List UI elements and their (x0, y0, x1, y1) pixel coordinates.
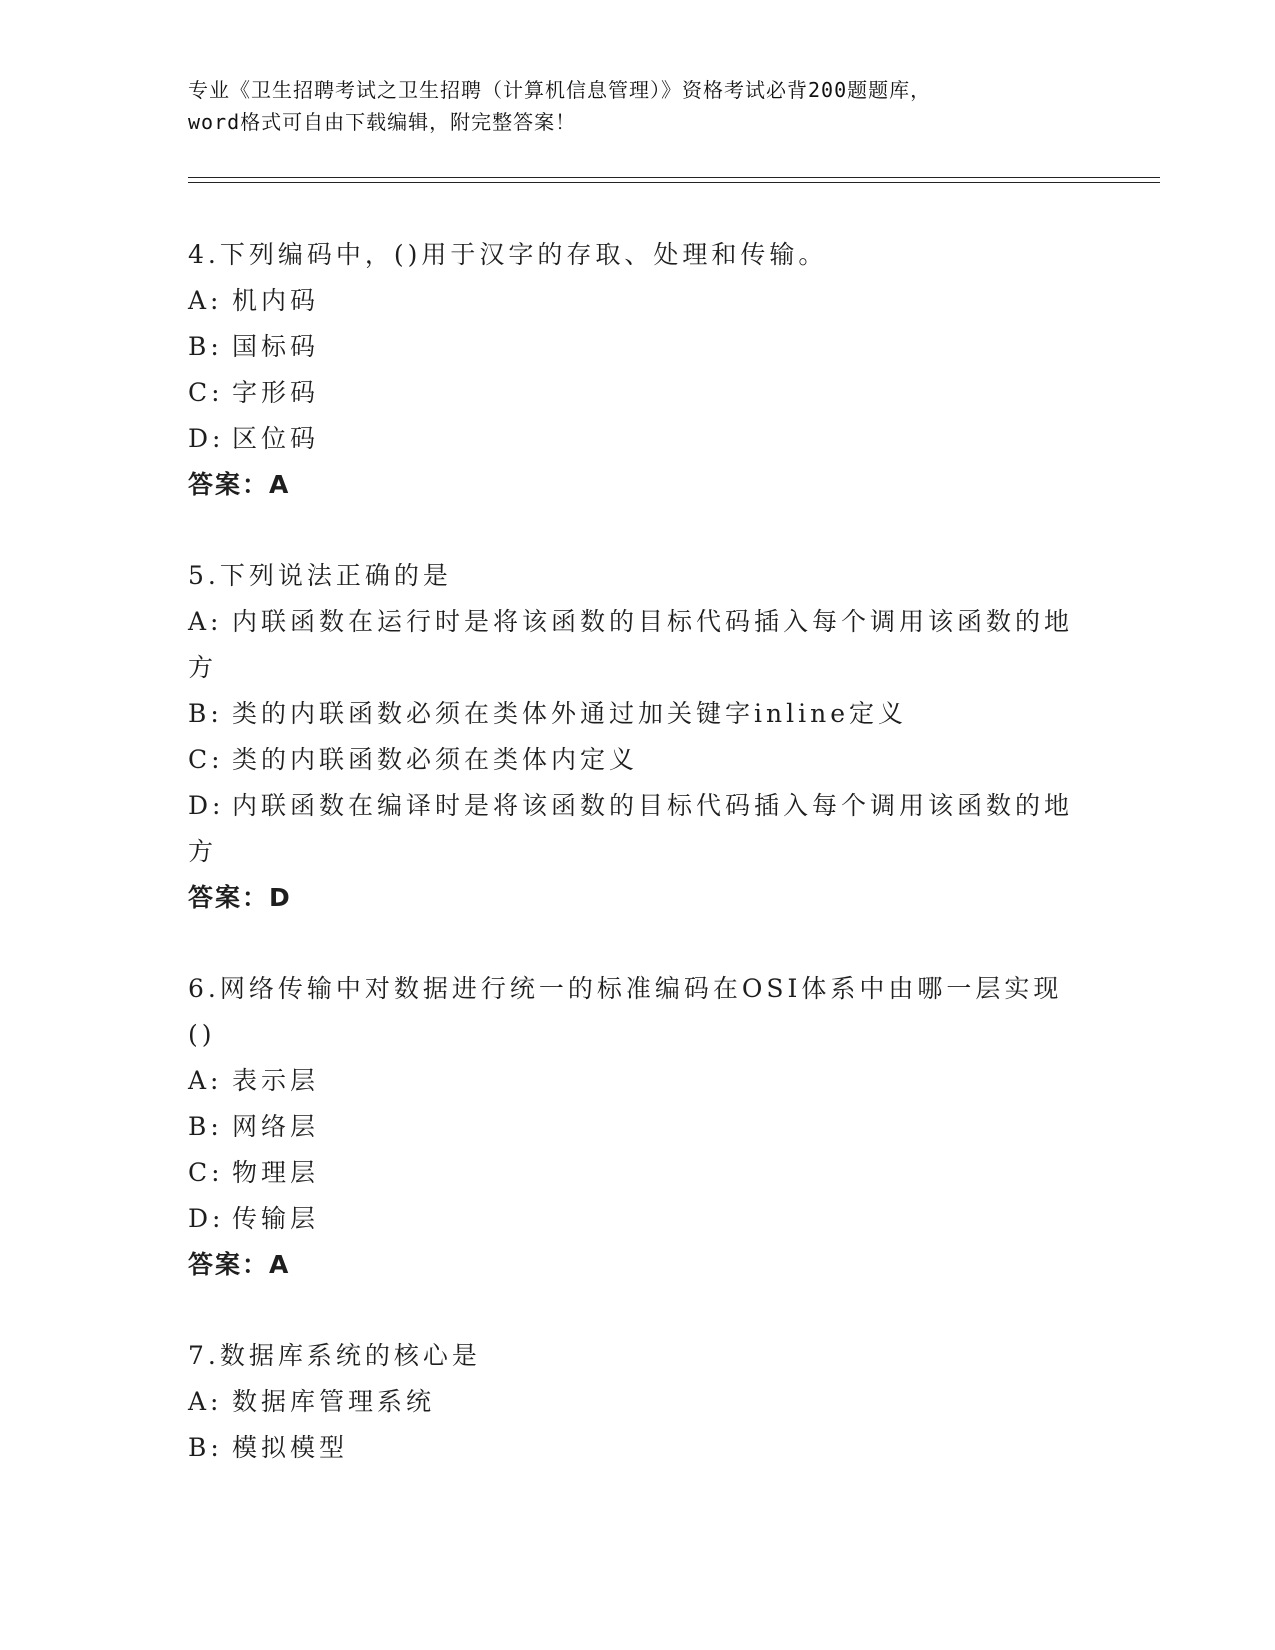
option-text: 机内码 (232, 286, 320, 315)
option-c (188, 1150, 1078, 1196)
option-a (188, 599, 1078, 691)
answer-line: 答案：A (188, 470, 291, 499)
option-c (188, 370, 1078, 416)
option-b (188, 691, 1078, 737)
header-divider-top (188, 177, 1160, 178)
document-header (188, 74, 1088, 138)
option-b (188, 1104, 1078, 1150)
question-list (188, 232, 1078, 1471)
option-text: 类的内联函数必须在类体外通过加关键字inline定义 (232, 699, 907, 728)
option-text: 内联函数在运行时是将该函数的目标代码插入每个调用该函数的地方 (188, 607, 1074, 682)
option-letter: D: (188, 791, 225, 820)
option-letter: A: (188, 1387, 223, 1416)
option-letter: C: (188, 1158, 224, 1187)
option-letter: B: (188, 332, 223, 361)
option-text: 表示层 (232, 1066, 320, 1095)
option-text: 类的内联函数必须在类体内定义 (232, 745, 639, 774)
question-stem: 4.下列编码中，()用于汉字的存取、处理和传输。 (188, 240, 828, 269)
question-stem: 6.网络传输中对数据进行统一的标准编码在OSI体系中由哪一层实现() (188, 974, 1063, 1049)
option-d (188, 1196, 1078, 1242)
option-text: 网络层 (232, 1112, 320, 1141)
question-item (188, 966, 1078, 1288)
question-item (188, 553, 1078, 921)
option-text: 国标码 (232, 332, 320, 361)
option-text: 物理层 (232, 1158, 320, 1187)
option-letter: D: (188, 424, 225, 453)
question-stem: 5.下列说法正确的是 (188, 561, 452, 590)
option-b (188, 1425, 1078, 1471)
option-text: 传输层 (232, 1204, 320, 1233)
option-a (188, 278, 1078, 324)
answer-line: 答案：D (188, 883, 292, 912)
option-c (188, 737, 1078, 783)
header-line-1: 专业《卫生招聘考试之卫生招聘（计算机信息管理）》资格考试必背200题题库， (188, 78, 932, 102)
option-text: 内联函数在编译时是将该函数的目标代码插入每个调用该函数的地方 (188, 791, 1074, 866)
option-letter: B: (188, 699, 223, 728)
option-letter: C: (188, 745, 224, 774)
option-letter: D: (188, 1204, 225, 1233)
option-letter: C: (188, 378, 224, 407)
option-text: 字形码 (232, 378, 320, 407)
option-d (188, 783, 1078, 875)
option-letter: A: (188, 607, 223, 636)
option-text: 模拟模型 (232, 1433, 349, 1462)
option-text: 区位码 (232, 424, 320, 453)
option-a (188, 1379, 1078, 1425)
option-letter: A: (188, 1066, 223, 1095)
option-letter: A: (188, 286, 223, 315)
answer-line: 答案：A (188, 1250, 291, 1279)
option-letter: B: (188, 1112, 223, 1141)
option-d (188, 416, 1078, 462)
option-text: 数据库管理系统 (232, 1387, 436, 1416)
question-stem: 7.数据库系统的核心是 (188, 1341, 481, 1370)
option-b (188, 324, 1078, 370)
question-item (188, 1333, 1078, 1471)
option-a (188, 1058, 1078, 1104)
header-line-2: word格式可自由下载编辑，附完整答案！ (188, 110, 577, 134)
option-letter: B: (188, 1433, 223, 1462)
header-divider-bottom (188, 182, 1160, 183)
question-item (188, 232, 1078, 508)
